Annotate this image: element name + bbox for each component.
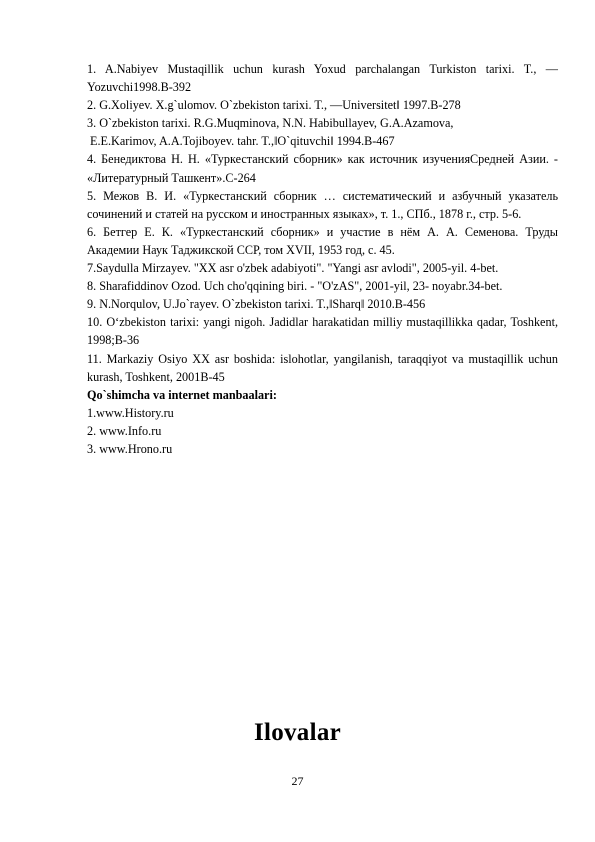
section-title: Ilovalar xyxy=(253,719,342,746)
reference-item: 9. N.Norqulov, U.Jo`rayev. O`zbekiston tarixi. T.,‖Sharq‖ 2010.B-456 xyxy=(87,297,426,312)
reference-item: 10. O‘zbekiston tarixi: yangi nigoh. Jadidlar harakatidan milliy mustaqillikka qadar, Toshkent, 1998;B-36 xyxy=(87,315,558,348)
reference-item: 11. Markaziy Osiyo XX asr boshida: islohotlar, yangilanish, taraqqiyot va mustaqillik uchun kurash, Toshkent, 2001B-45 xyxy=(87,351,558,384)
reference-item: 1. A.Nabiyev Mustaqillik uchun kurash Yoxud parchalangan Turkiston tarixi. T., —Yozuvchi1998.B-392 xyxy=(87,62,558,95)
section-title-block xyxy=(0,719,595,747)
reference-item: 6. Бетгер Е. К. «Туркестанский сборник» и участие в нём А. А. Семенова. Труды Академии Наук Таджикской ССР, том XVII, 1953 год, с. 45. xyxy=(87,224,558,257)
reference-item: E.E.Karimov, A.A.Tojiboyev. tahr. T.,‖O`qituvchi‖ 1994.B-467 xyxy=(87,134,395,149)
reference-item: 5. Межов В. И. «Туркестанский сборник … систематический и азбучный указатель сочинений и статей на русском и иностранных языках», т. 1., СПб., 1878 г., стр. 5-6. xyxy=(87,188,558,221)
internet-source-link: 3. www.Hrono.ru xyxy=(87,441,173,456)
page-number: 27 xyxy=(291,774,304,788)
reference-item: 3. O`zbekiston tarixi. R.G.Muqminova, N.N. Habibullayev, G.A.Azamova, xyxy=(87,116,454,131)
reference-item: 8. Sharafiddinov Ozod. Uch cho'qqining biri. - "O'zAS", 2001-yil, 23- noyabr.34-bet. xyxy=(87,279,503,294)
reference-item: 7.Saydulla Mirzayev. "XX asr o'zbek adabiyoti". "Yangi asr avlodi", 2005-yil. 4-bet. xyxy=(87,261,499,276)
reference-item: 4. Бенедиктова Н. Н. «Туркестанский сборник» как источник изученияСредней Азии. - «Литературный Ташкент».С-264 xyxy=(87,152,558,185)
document-body xyxy=(87,60,558,458)
internet-source-link: 2. www.Info.ru xyxy=(87,423,162,438)
additional-sources-heading: Qo`shimcha va internet manbaalari: xyxy=(87,387,277,402)
internet-source-link: 1.www.History.ru xyxy=(87,405,174,420)
reference-item: 2. G.Xoliyev. X.g`ulomov. O`zbekiston tarixi. T., —Universitet‖ 1997.B-278 xyxy=(87,98,461,113)
